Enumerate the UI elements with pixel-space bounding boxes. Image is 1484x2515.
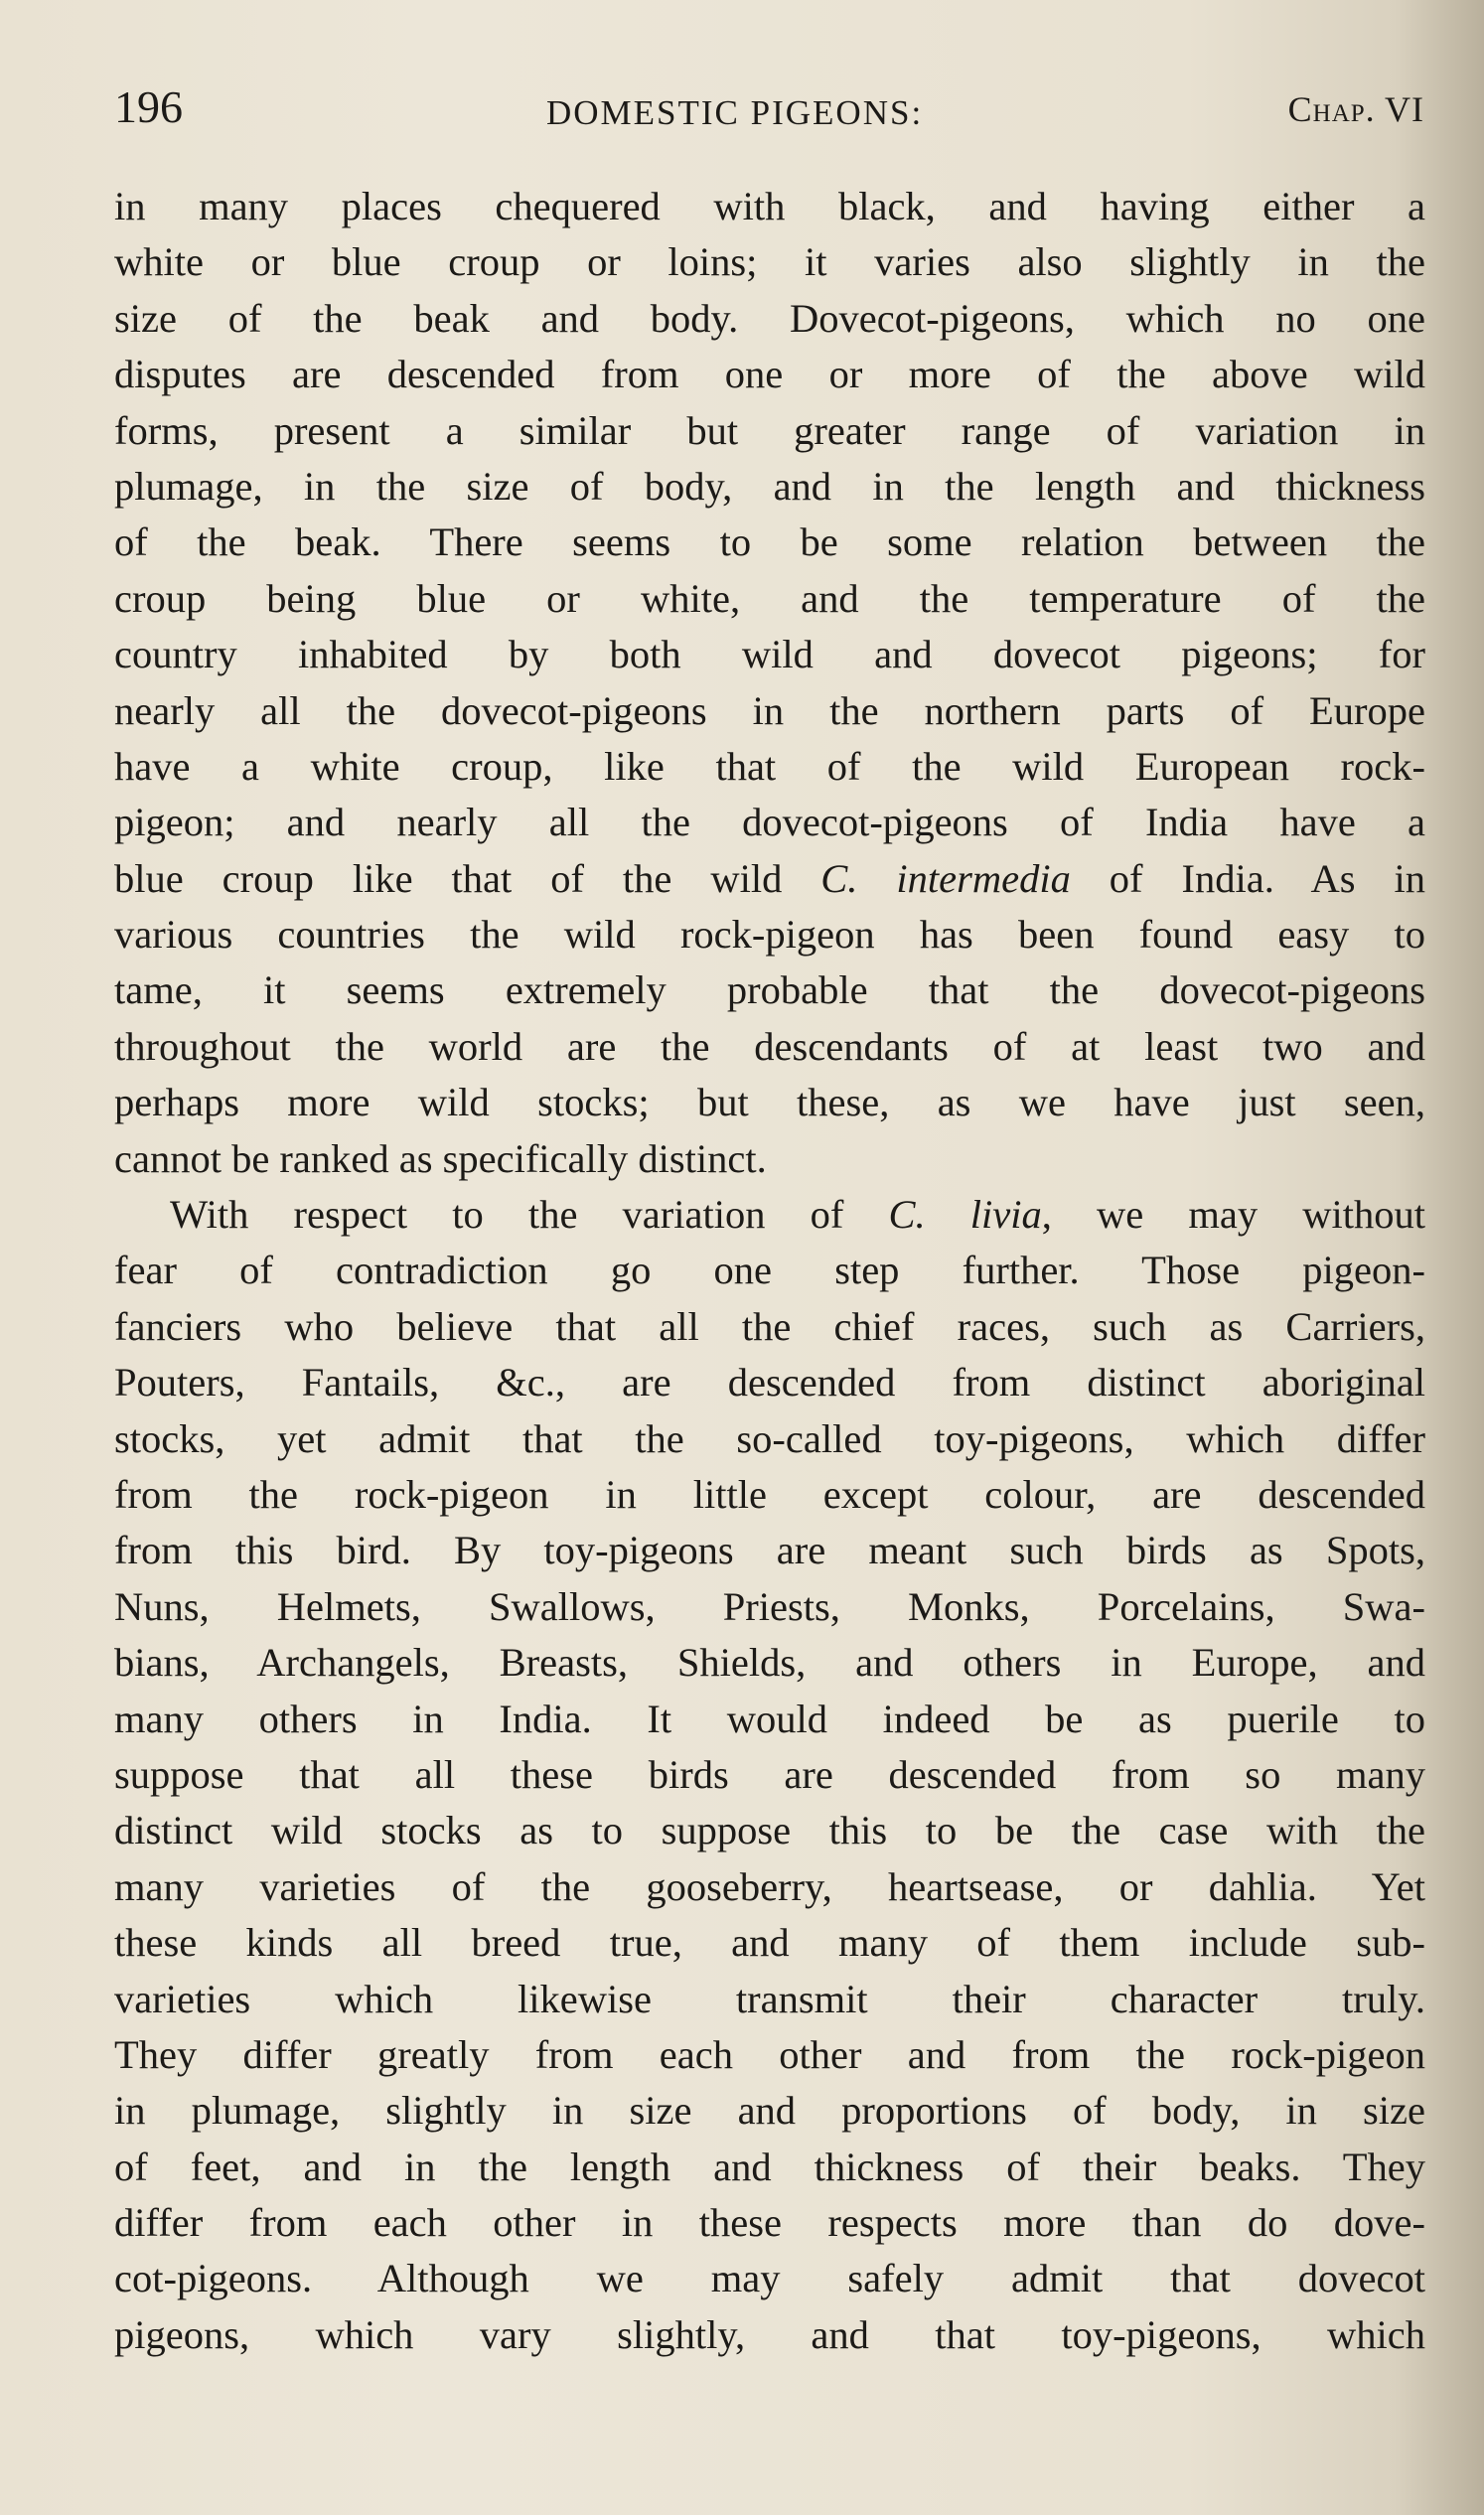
text-line: in many places chequered with black, and having either a [114, 184, 1425, 228]
text-line: white or blue croup or loins; it varies also slightly in the [114, 239, 1425, 285]
text-line: from this bird. By toy-pigeons are meant such birds as Spots, [114, 1528, 1425, 1573]
text-line: differ from each other in these respects more than do dove- [114, 2200, 1425, 2246]
text-line: disputes are descended from one or more of the above wild [114, 352, 1425, 397]
text-line-start: With respect to the variation of [170, 1192, 889, 1238]
text-line: plumage, in the size of body, and in the length and thickness [114, 463, 1425, 509]
text-line: cannot be ranked as specifically distinct. [114, 1135, 767, 1181]
text-line: distinct wild stocks as to suppose this to be the case with the [114, 1808, 1425, 1853]
text-line: in plumage, slightly in size and proportions of body, in size [114, 2088, 1425, 2134]
page-header [114, 77, 1424, 137]
text-line: throughout the world are the descendants of at least two and [114, 1023, 1425, 1069]
text-line: Nuns, Helmets, Swallows, Priests, Monks, Porcelains, Swa- [114, 1583, 1425, 1629]
text-line: forms, present a similar but greater range of variation in [114, 407, 1425, 453]
chapter-reference: Chap. VI [1287, 89, 1424, 129]
text-line: croup being blue or white, and the temperature of the [114, 575, 1425, 621]
text-line: Pouters, Fantails, &c., are descended from distinct aboriginal [114, 1360, 1425, 1405]
text-line: pigeons, which vary slightly, and that toy-pigeons, which [114, 2311, 1425, 2357]
text-line: size of the beak and body. Dovecot-pigeons, which no one [114, 295, 1425, 341]
text-line: varieties which likewise transmit their character truly. [114, 1976, 1425, 2021]
body-text [114, 179, 1425, 2363]
text-line: various countries the wild rock-pigeon has been found easy to [114, 912, 1425, 958]
text-line-start: blue croup like that of the wild [114, 855, 821, 901]
text-line: country inhabited by both wild and dovecot pigeons; for [114, 632, 1425, 677]
text-line: tame, it seems extremely probable that the dovecot-pigeons [114, 967, 1425, 1013]
species-name: C. intermedia [820, 855, 1071, 901]
text-line: bians, Archangels, Breasts, Shields, and others in Europe, and [114, 1640, 1425, 1686]
text-line: They differ greatly from each other and from the rock-pigeon [114, 2031, 1425, 2077]
text-line: fear of contradiction go one step further. Those pigeon- [114, 1248, 1425, 1293]
text-line [114, 1187, 1425, 1243]
text-line: from the rock-pigeon in little except colour, are descended [114, 1471, 1425, 1517]
text-line: pigeon; and nearly all the dovecot-pigeons of India have a [114, 800, 1425, 845]
text-line: have a white croup, like that of the wild European rock- [114, 743, 1425, 789]
text-line: these kinds all breed true, and many of them include sub- [114, 1920, 1425, 1966]
text-line: cot-pigeons. Although we may safely admit that dovecot [114, 2256, 1425, 2301]
running-title: DOMESTIC PIGEONS: [546, 93, 924, 132]
text-line: of the beak. There seems to be some relation between the [114, 519, 1425, 565]
text-line: of feet, and in the length and thickness of their beaks. They [114, 2144, 1425, 2189]
text-line: nearly all the dovecot-pigeons in the northern parts of Europe [114, 687, 1425, 733]
text-line: fanciers who believe that all the chief races, such as Carriers, [114, 1303, 1425, 1349]
text-line: many others in India. It would indeed be as puerile to [114, 1696, 1425, 1741]
text-line: perhaps more wild stocks; but these, as we have just seen, [114, 1080, 1425, 1125]
text-line-end: of India. As in [1070, 855, 1425, 901]
species-name: C. livia [888, 1192, 1042, 1238]
text-line: many varieties of the gooseberry, heartsease, or dahlia. Yet [114, 1863, 1425, 1909]
text-line [114, 851, 1425, 907]
text-line: stocks, yet admit that the so-called toy-pigeons, which differ [114, 1415, 1425, 1461]
page-number: 196 [114, 81, 183, 132]
text-line-end: , we may without [1041, 1192, 1425, 1238]
text-line: suppose that all these birds are descended from so many [114, 1751, 1425, 1797]
